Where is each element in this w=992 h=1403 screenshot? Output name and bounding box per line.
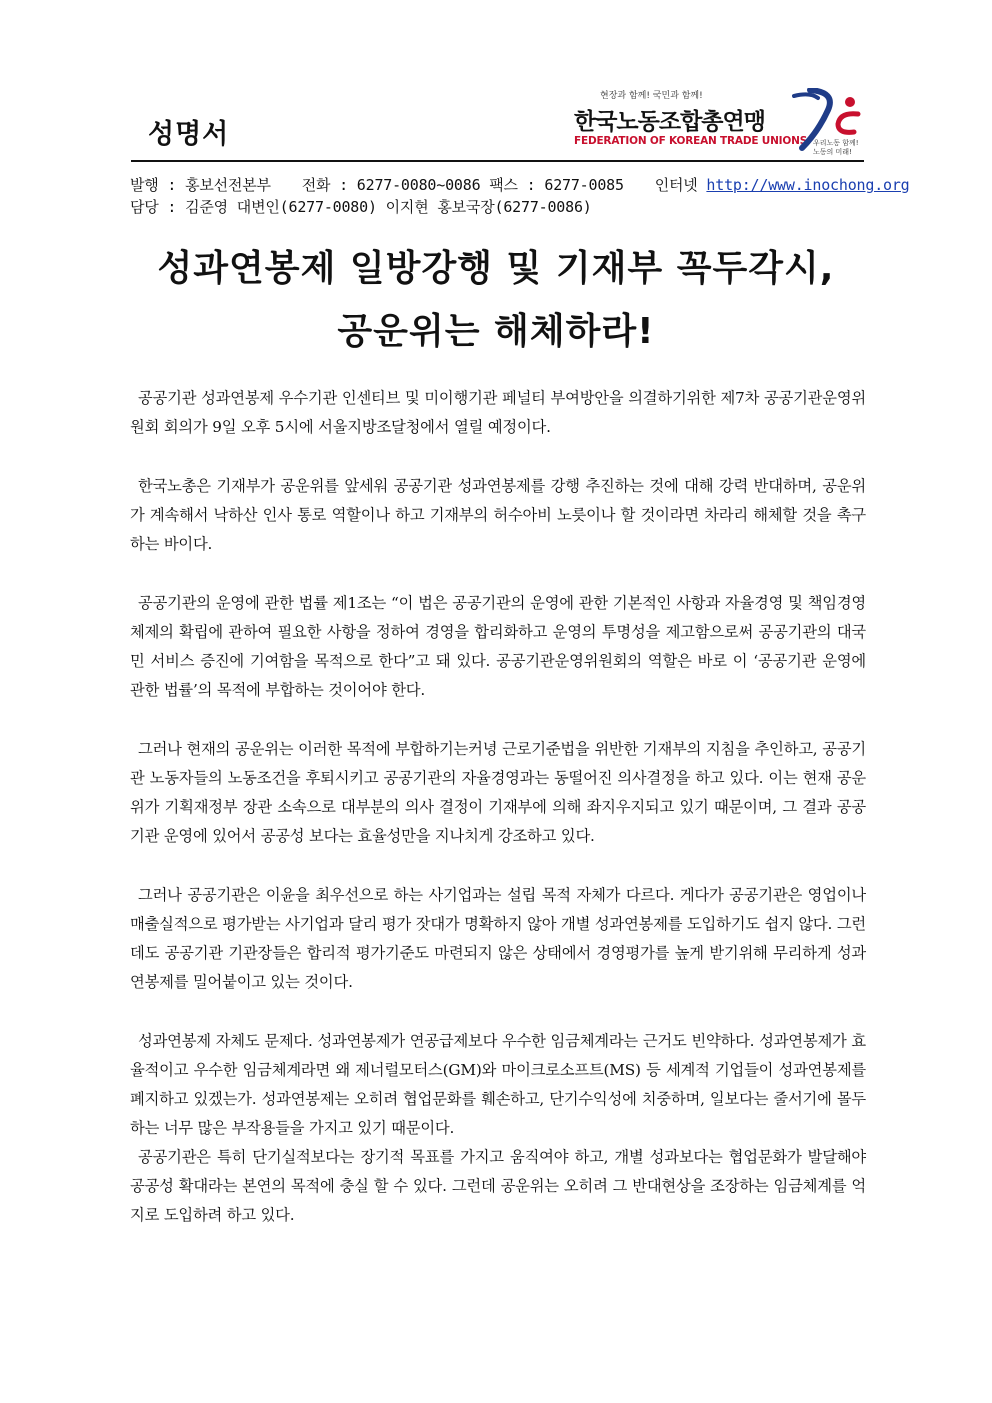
publisher-label: 발행 : bbox=[130, 176, 177, 194]
logo-slogan bbox=[813, 139, 859, 157]
website-link[interactable]: http://www.inochong.org bbox=[706, 176, 910, 194]
web-label: 인터넷 bbox=[654, 176, 698, 194]
body-paragraph: 그러나 공공기관은 이윤을 최우선으로 하는 사기업과는 설립 목적 자체가 다르다. 게다가 공공기관은 영업이나 매출실적으로 평가받는 사기업과 달리 평가 잣대가 명확하지 않아 개별 성과연봉제를 도입하기도 쉽지 않다. 그런데도 공공기관 기관장들은 합리적 평가기준도 마련되지 않은 상태에서 경영평가를 높게 받기위해 무리하게 성과연봉제를 밀어붙이고 있는 것이다. bbox=[130, 886, 866, 991]
contact-persons: 김준영 대변인(6277-0080) 이지현 홍보국장(6277-0086) bbox=[185, 198, 592, 216]
body-paragraph: 한국노총은 기재부가 공운위를 앞세워 공공기관 성과연봉제를 강행 추진하는 것에 대해 강력 반대하며, 공운위가 계속해서 낙하산 인사 통로 역할이나 하고 기재부의 허수아비 노릇이나 할 것이라면 차라리 해체할 것을 촉구하는 바이다. bbox=[130, 477, 866, 553]
org-tagline: 현장과 함께! 국민과 함께! bbox=[600, 91, 703, 101]
body-paragraph: 공공기관은 특히 단기실적보다는 장기적 목표를 가지고 움직여야 하고, 개별 성과보다는 협업문화가 발달해야 공공성 확대라는 본연의 목적에 충실 할 수 있다. 그런데 공운위는 오히려 그 반대현상을 조장하는 임금체계를 억지로 도입하려 하고 있다. bbox=[130, 1148, 866, 1224]
document-type-label: 성명서 bbox=[148, 119, 230, 150]
org-name-korean: 한국노동조합총연맹 bbox=[574, 109, 765, 135]
contact-row-publisher bbox=[130, 174, 910, 195]
headline-line-1: 성과연봉제 일방강행 및 기재부 꼭두각시, bbox=[157, 248, 835, 289]
logo-slogan-line-2: 노동의 미래! bbox=[813, 148, 852, 156]
body-paragraph: 공공기관의 운영에 관한 법률 제1조는 “이 법은 공공기관의 운영에 관한 기본적인 사항과 자율경영 및 책임경영체제의 확립에 관하여 필요한 사항을 정하여 경영을 합리화하고 운영의 투명성을 제고함으로써 공공기관의 대국민 서비스 증진에 기여함을 목적으로 한다”고 돼 있다. 공공기관운영위원회의 역할은 바로 이 ‘공공기관 운영에 관한 법률’의 목적에 부합하는 것이어야 한다. bbox=[130, 594, 866, 699]
fax-label: 팩스 : bbox=[489, 176, 536, 194]
org-name-english: FEDERATION OF KOREAN TRADE UNIONS bbox=[574, 135, 808, 147]
body-paragraph: 그러나 현재의 공운위는 이러한 목적에 부합하기는커녕 근로기준법을 위반한 기재부의 지침을 추인하고, 공공기관 노동자들의 노동조건을 후퇴시키고 공공기관의 자율경영과는 동떨어진 의사결정을 하고 있다. 이는 현재 공운위가 기획재정부 장관 소속으로 대부분의 의사 결정이 기재부에 의해 좌지우지되고 있기 때문이며, 그 결과 공공기관 운영에 있어서 공공성 보다는 효율성만을 지나치게 강조하고 있다. bbox=[130, 740, 866, 845]
body-paragraph: 공공기관 성과연봉제 우수기관 인센티브 및 미이행기관 페널티 부여방안을 의결하기위한 제7차 공공기관운영위원회 회의가 9일 오후 5시에 서울지방조달청에서 열릴 예정이다. bbox=[130, 389, 866, 436]
phone-label: 전화 : bbox=[301, 176, 348, 194]
header-divider bbox=[131, 160, 864, 162]
logo-slogan-line-1: 우리노동 함께! bbox=[813, 139, 859, 147]
headline-line-2: 공운위는 해체하라! bbox=[337, 311, 655, 352]
organization-header bbox=[570, 88, 870, 160]
phone-value: 6277-0080~0086 bbox=[356, 176, 481, 194]
contact-row-persons bbox=[130, 196, 592, 217]
statement-body bbox=[130, 384, 866, 1230]
body-paragraph: 성과연봉제 자체도 문제다. 성과연봉제가 연공급제보다 우수한 임금체계라는 근거도 빈약하다. 성과연봉제가 효율적이고 우수한 임금체계라면 왜 제너럴모터스(GM)와 마이크로소프트(MS) 등 세계적 기업들이 성과연봉제를 폐지하고 있겠는가. 성과연봉제는 오히려 협업문화를 훼손하고, 단기수익성에 치중하며, 일보다는 줄서기에 몰두하는 너무 많은 부작용들을 가지고 있기 때문이다. bbox=[130, 1032, 866, 1137]
publisher-value: 홍보선전본부 bbox=[185, 176, 271, 194]
contact-label: 담당 : bbox=[130, 198, 177, 216]
fax-value: 6277-0085 bbox=[544, 176, 624, 194]
